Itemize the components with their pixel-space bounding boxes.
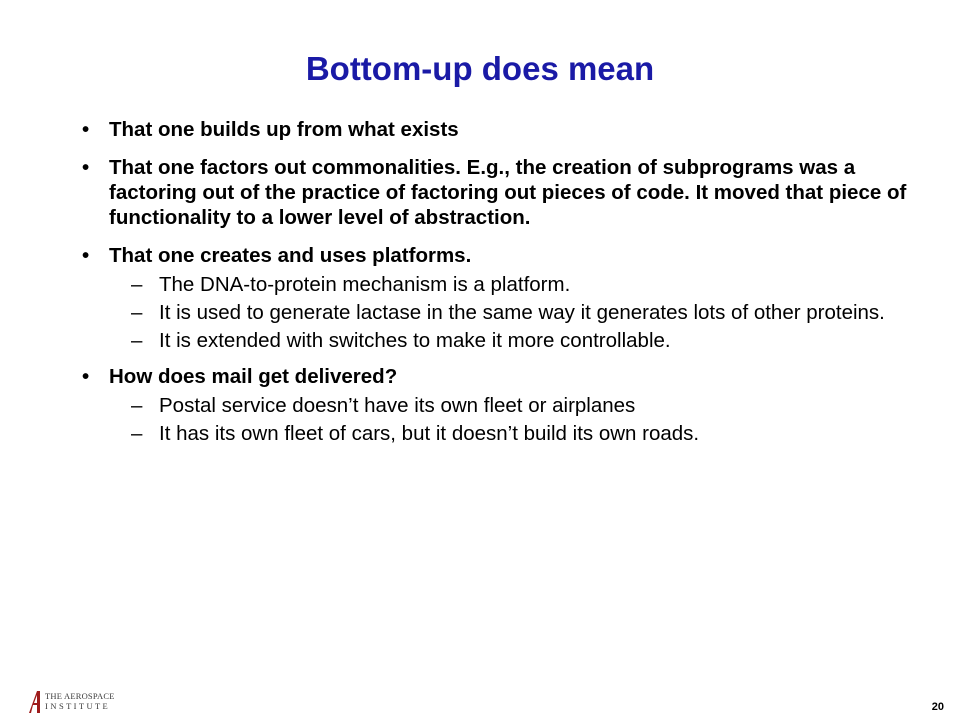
bullet-mark: • <box>82 118 90 141</box>
bullet-item <box>80 243 910 352</box>
sub-bullet-text: Postal service doesn’t have its own fleet or airplanes <box>159 394 636 417</box>
bullet-mark: • <box>82 244 90 267</box>
dash-mark: – <box>131 273 143 296</box>
slide-title: Bottom-up does mean <box>305 50 655 87</box>
sub-bullet-text: It is used to generate lactase in the same way it generates lots of other proteins. <box>159 301 885 324</box>
page-number: 20 <box>931 701 944 713</box>
bullet-mark: • <box>82 365 90 388</box>
institute-a-icon <box>29 691 43 713</box>
sub-bullet-item <box>80 330 910 352</box>
bullet-item <box>80 364 910 445</box>
sub-bullet-item <box>80 395 910 417</box>
dash-mark: – <box>131 301 143 324</box>
bullet-text: That one factors out commonalities. E.g., the creation of subprograms was a factoring out of the practice of factoring out pieces of code. It moved that piece of functionality to a lower level of abstraction. <box>109 156 907 229</box>
dash-mark: – <box>131 422 143 445</box>
sub-bullet-item <box>80 423 910 445</box>
bullet-text: How does mail get delivered? <box>109 365 398 388</box>
bullet-text: That one creates and uses platforms. <box>109 244 472 267</box>
bullet-item <box>80 117 910 142</box>
dash-mark: – <box>131 329 143 352</box>
sub-bullet-text: It has its own fleet of cars, but it doesn’t build its own roads. <box>159 422 700 445</box>
sub-bullet-text: It is extended with switches to make it more controllable. <box>159 329 671 352</box>
bullet-text: That one builds up from what exists <box>109 118 459 141</box>
sub-bullet-item <box>80 274 910 296</box>
dash-mark: – <box>131 394 143 417</box>
bullet-list <box>80 117 910 457</box>
bullet-mark: • <box>82 156 90 179</box>
logo-line-1: THE AEROSPACE <box>45 691 115 701</box>
sub-bullet-item <box>80 302 910 324</box>
logo-line-2: I N S T I T U T E <box>45 701 108 711</box>
bullet-item <box>80 155 910 230</box>
sub-bullet-text: The DNA-to-protein mechanism is a platform. <box>159 273 571 296</box>
